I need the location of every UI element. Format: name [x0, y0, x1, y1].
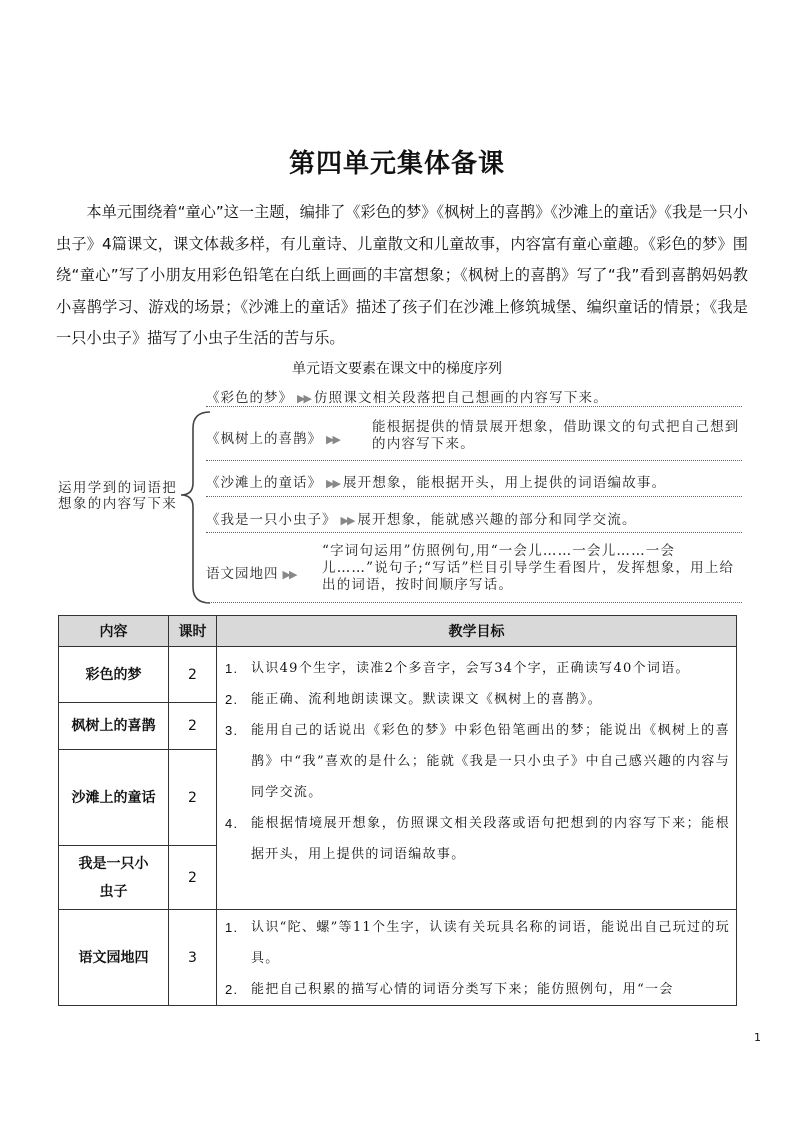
header-goals: 教学目标	[217, 616, 737, 647]
diagram-title: 单元语文要素在课文中的梯度序列	[292, 361, 502, 377]
header-hours: 课时	[169, 616, 217, 647]
double-arrow-icon: ▶▶	[297, 392, 310, 405]
diagram-row-4	[206, 508, 637, 528]
goal-text: 能正确、流利地朗读课文。默读课文《枫树上的喜鹊》。	[251, 692, 603, 707]
lesson-cell: 沙滩上的童话	[59, 750, 169, 846]
lesson-cell: 彩色的梦	[59, 647, 169, 703]
double-arrow-icon: ▶▶	[282, 568, 296, 581]
dotted-divider	[206, 460, 742, 461]
goal-item	[225, 684, 730, 715]
goal-item	[225, 808, 730, 870]
goals-cell	[217, 647, 737, 910]
hours-cell: 2	[169, 750, 217, 846]
lesson-requirement: 展开想象，能根据开头，用上提供的词语编故事。	[342, 475, 667, 491]
hours-cell: 2	[169, 703, 217, 750]
goal-number: 2.	[225, 982, 239, 997]
dotted-divider	[206, 496, 742, 497]
diagram-row-5	[206, 562, 299, 582]
goal-number: 3.	[225, 723, 239, 738]
hours-cell: 3	[169, 910, 217, 1006]
hours-cell: 2	[169, 846, 217, 910]
diagram-center-label: 运用学到的词语把想象的内容写下来	[58, 480, 178, 512]
lesson-requirement: “字词句运用”仿照例句,用“一会儿……一会儿……一会儿……”说句子;“写话”栏目引导学生看图片，发挥想象，用上给出的词语，按时间顺序写话。	[322, 543, 735, 593]
lesson-cell: 我是一只小虫子	[59, 846, 169, 910]
double-arrow-icon: ▶▶	[326, 433, 339, 446]
table-header-row	[59, 616, 737, 647]
dotted-divider	[206, 532, 742, 533]
table-row	[59, 910, 737, 1006]
goal-text: 认识49个生字，读准2个多音字，会写34个字，正确读写40个词语。	[251, 661, 690, 676]
table-row	[59, 647, 737, 703]
lesson-name: 《枫树上的喜鹊》	[206, 431, 322, 447]
goal-item	[225, 912, 730, 974]
goals-cell	[217, 910, 737, 1006]
lesson-name: 语文园地四	[206, 566, 279, 582]
lesson-plan-table	[58, 615, 737, 1006]
goal-number: 1.	[225, 920, 239, 935]
diagram-row-3	[206, 471, 666, 491]
goal-text: 能把自己积累的描写心情的词语分类写下来；能仿照例句，用“一会	[251, 982, 674, 997]
goal-number: 2.	[225, 692, 239, 707]
double-arrow-icon: ▶▶	[340, 514, 354, 527]
goals-list	[217, 647, 736, 870]
goal-text: 能用自己的话说出《彩色的梦》中彩色铅笔画出的梦；能说出《枫树上的喜鹊》中“我”喜欢的是什么；能就《我是一只小虫子》中自己感兴趣的内容与同学交流。	[251, 723, 730, 800]
goal-item	[225, 715, 730, 808]
diagram-row-1	[206, 386, 608, 406]
goal-text: 认识“陀、螺”等11个生字，认读有关玩具名称的词语，能说出自己玩过的玩具。	[251, 920, 730, 966]
page-number: 1	[754, 1031, 761, 1044]
intro-paragraph: 本单元围绕着“童心”这一主题，编排了《彩色的梦》《枫树上的喜鹊》《沙滩上的童话》《我是一只小虫子》4篇课文，课文体裁多样，有儿童诗、儿童散文和儿童故事，内容富有童心童趣。《彩色的梦》围绕“童心”写了小朋友用彩色铅笔在白纸上画画的丰富想象；《枫树上的喜鹊》写了“我”看到喜鹊妈妈教小喜鹊学习、游戏的场景；《沙滩上的童话》描述了孩子们在沙滩上修筑城堡、编织童话的情景；《我是一只小虫子》描写了小虫子生活的苦与乐。	[56, 203, 748, 347]
page-title: 第四单元集体备课	[288, 149, 505, 179]
goal-item	[225, 653, 730, 684]
goal-number: 1.	[225, 661, 239, 676]
dotted-divider	[206, 602, 742, 603]
lesson-requirement: 展开想象，能就感兴趣的部分和同学交流。	[357, 512, 637, 528]
lesson-cell: 语文园地四	[59, 910, 169, 1006]
lesson-name: 《沙滩上的童话》	[206, 475, 322, 491]
dotted-divider	[206, 406, 742, 407]
lesson-requirement: 仿照课文相关段落把自己想画的内容写下来。	[313, 390, 608, 406]
lesson-requirement: 能根据提供的情景展开想象，借助课文的句式把自己想到的内容写下来。	[372, 419, 740, 452]
lesson-name: 《彩色的梦》	[206, 390, 293, 406]
lesson-name: 《我是一只小虫子》	[206, 512, 337, 528]
double-arrow-icon: ▶▶	[326, 477, 339, 490]
goal-text: 能根据情境展开想象，仿照课文相关段落或语句把想到的内容写下来；能根据开头，用上提供的词语编故事。	[251, 816, 730, 862]
goal-item	[225, 974, 730, 1005]
goals-list	[217, 910, 736, 1005]
goal-number: 4.	[225, 816, 239, 831]
lesson-cell: 枫树上的喜鹊	[59, 703, 169, 750]
diagram-row-2	[206, 427, 343, 447]
hours-cell: 2	[169, 647, 217, 703]
header-content: 内容	[59, 616, 169, 647]
